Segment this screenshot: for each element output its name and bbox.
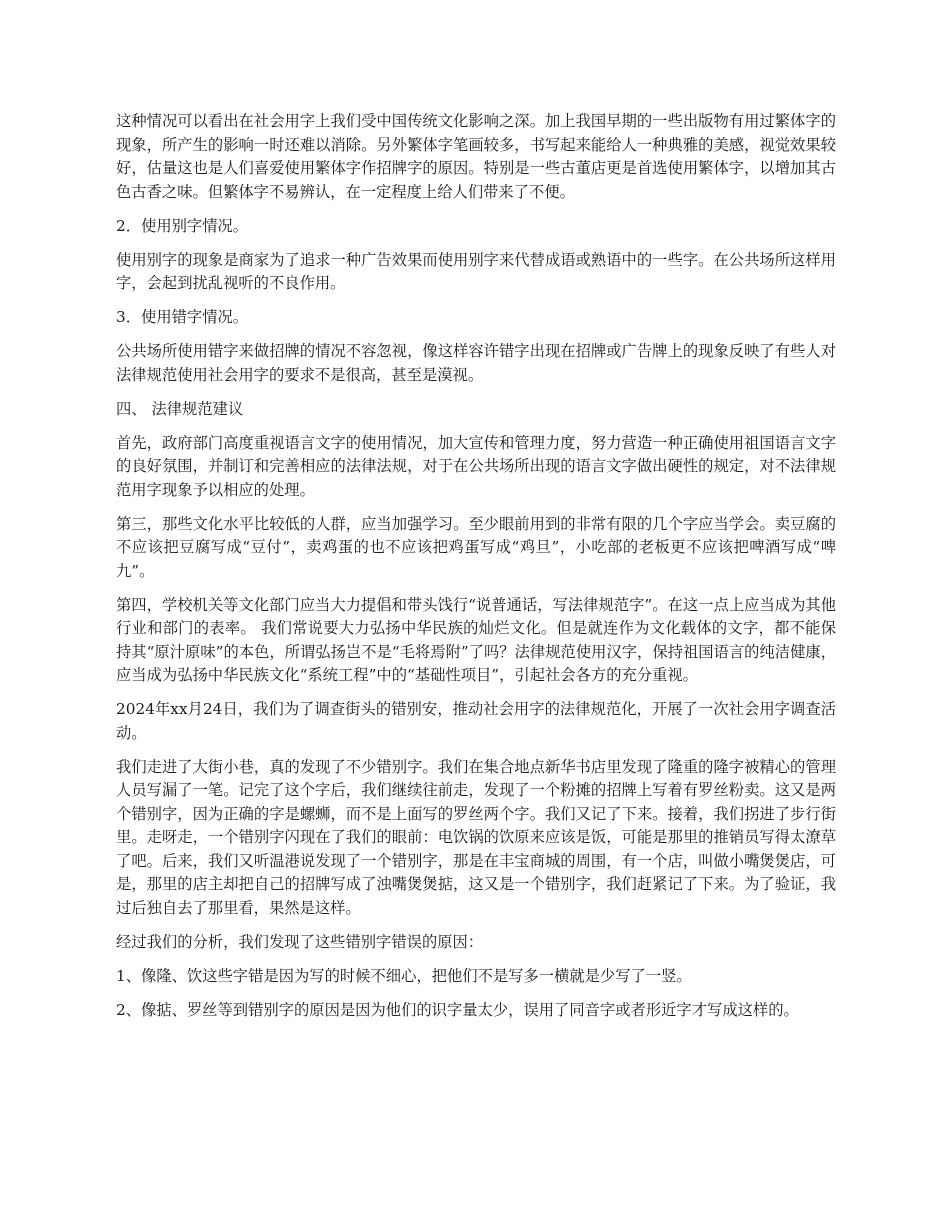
paragraph-first-suggestion: 首先，政府部门高度重视语言文字的使用情况，加大宣传和管理力度，努力营造一种正确使用祖国语言文字的良好氛围，并制订和完善相应的法律法规，对于在公共场所出现的语言文字做出硬性的规定，对不法律规范用字现象予以相应的处理。 <box>116 433 836 499</box>
paragraph-wrong-chars: 公共场所使用错字来做招牌的情况不容忽视，像这样容许错字出现在招牌或广告牌上的现象反映了有些人对法律规范使用社会用字的要求不是很高，甚至是漠视。 <box>116 342 836 384</box>
paragraph-survey-findings: 我们走进了大街小巷，真的发现了不少错别字。我们在集合地点新华书店里发现了隆重的隆字被精心的管理人员写漏了一笔。记完了这个字后，我们继续往前走，发现了一个粉摊的招牌上写着有罗丝粉卖。这又是两个错别字，因为正确的字是螺蛳，而不是上面写的罗丝两个字。我们又记了下来。接着，我们拐进了步行街里。走呀走，一个错别字闪现在了我们的眼前：电饮锅的饮原来应该是饭，可能是那里的推销员写得太潦草了吧。后来，我们又听温港说发现了一个错别字，那是在丰宝商城的周围，有一个店，叫做小嘴煲煲店，可是，那里的店主却把自己的招牌写成了浊嘴煲煲掂，这又是一个错别字，我们赶紧记了下来。为了验证，我过后独自去了那里看，果然是这样。 <box>116 757 836 917</box>
section-heading-wrong-homophones: 2．使用别字情况。 <box>116 216 249 235</box>
paragraph-reason-1: 1、像隆、饮这些字错是因为写的时候不细心，把他们不是写多一横就是少写了一竖。 <box>116 966 692 985</box>
paragraph-traditional-chars: 这种情况可以看出在社会用字上我们受中国传统文化影响之深。加上我国早期的一些出版物有用过繁体字的现象，所产生的影响一时还难以消除。另外繁体字笔画较多，书写起来能给人一种典雅的美感，视觉效果较好，估量这也是人们喜爱使用繁体字作招牌字的原因。特别是一些古董店更是首选使用繁体字，以增加其古色古香之味。但繁体字不易辨认，在一定程度上给人们带来了不便。 <box>116 112 836 201</box>
paragraph-fourth-suggestion: 第四，学校机关等文化部门应当大力提倡和带头饯行“说普通话，写法律规范字”。在这一点上应当成为其他行业和部门的表率。 我们常说要大力弘扬中华民族的灿烂文化。但是就连作为文化载体的文字，都不能保持其“原汁原味”的本色，所谓弘扬岂不是“毛将焉附”了吗？法律规范使用汉字，保持祖国语言的纯洁健康，应当成为弘扬中华民族文化“系统工程”中的“基础性项目”，引起社会各方的充分重视。 <box>116 595 836 684</box>
paragraph-wrong-homophones: 使用别字的现象是商家为了追求一种广告效果而使用别字来代替成语或熟语中的一些字。在公共场所这样用字，会起到扰乱视听的不良作用。 <box>116 250 836 292</box>
paragraph-third-suggestion: 第三，那些文化水平比较低的人群，应当加强学习。至少眼前用到的非常有限的几个字应当学会。卖豆腐的不应该把豆腐写成“豆付”，卖鸡蛋的也不应该把鸡蛋写成“鸡旦”，小吃部的老板更不应该把啤酒写成“啤九”。 <box>116 514 836 580</box>
paragraph-survey-intro: 2024年xx月24日，我们为了调查街头的错别安，推动社会用字的法律规范化，开展了一次社会用字调查活动。 <box>116 700 836 742</box>
paragraph-reason-2: 2、像掂、罗丝等到错别字的原因是因为他们的识字量太少，误用了同音字或者形近字才写成这样的。 <box>116 1000 799 1019</box>
section-heading-wrong-chars: 3．使用错字情况。 <box>116 308 249 326</box>
section-heading-legal-suggestions: 四、 法律规范建议 <box>116 399 244 418</box>
paragraph-analysis-intro: 经过我们的分析，我们发现了这些错别字错误的原因： <box>116 932 484 951</box>
document-body <box>116 110 836 1033</box>
